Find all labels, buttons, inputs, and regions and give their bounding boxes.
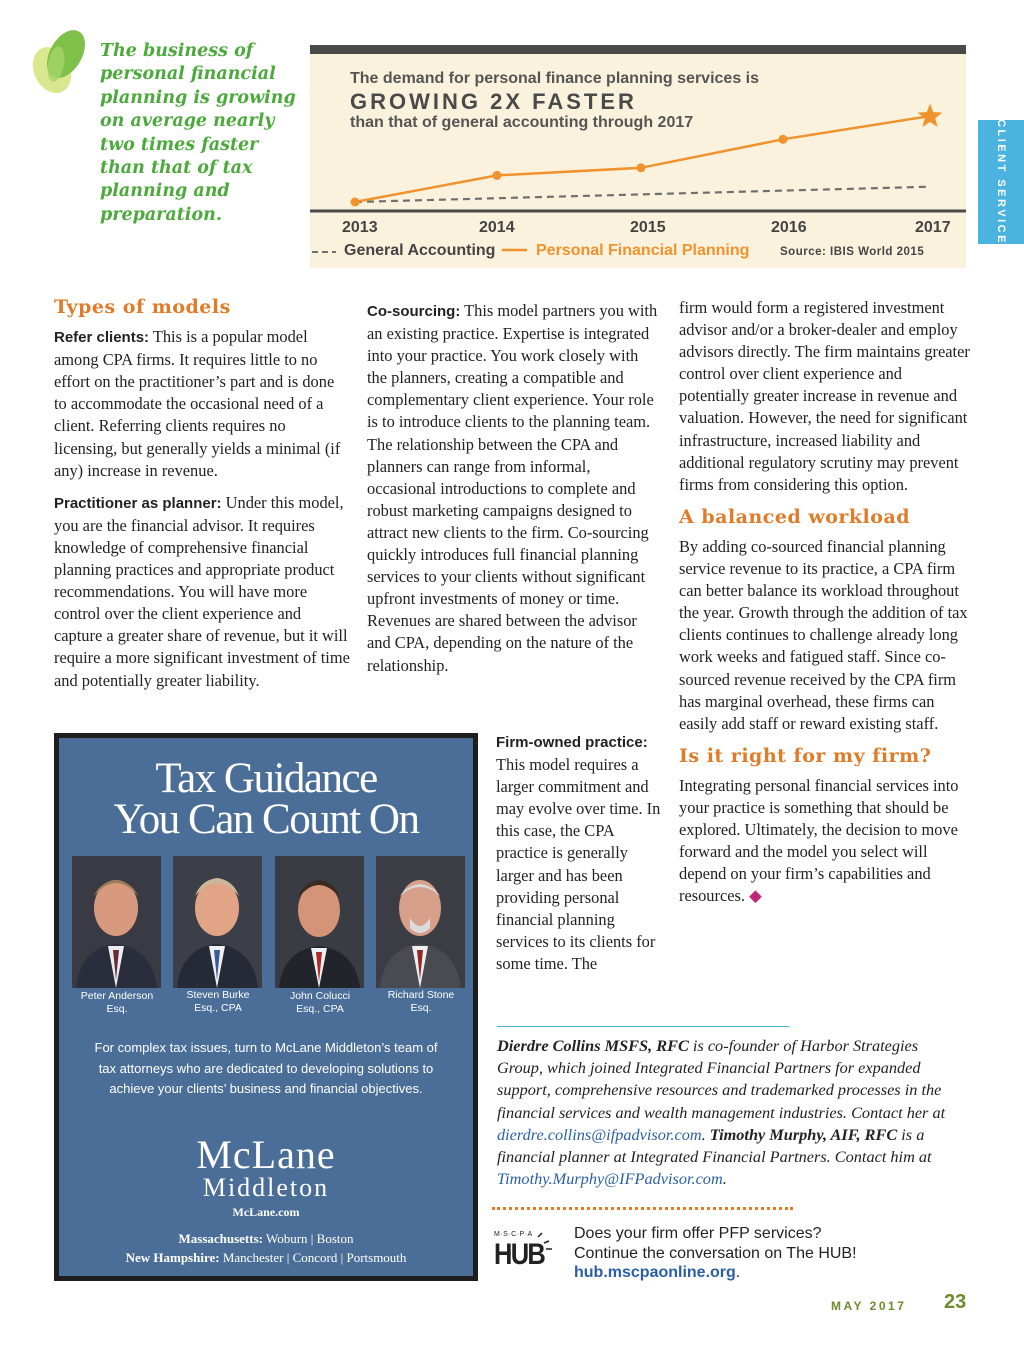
section-tab [978, 120, 1024, 244]
hub-logo-big: HUB [494, 1238, 545, 1271]
lead-practitioner: Practitioner as planner: [54, 494, 222, 512]
column-2-top [367, 300, 661, 687]
column-3 [679, 297, 973, 917]
attorney-title: Esq. [106, 1002, 128, 1015]
heading-balanced-workload: A balanced workload [679, 505, 911, 528]
section-tab-label: CLIENT SERVICE [995, 119, 1007, 245]
attorney-title: Esq., CPA [194, 1001, 242, 1014]
footer-issue-date: MAY 2017 [831, 1299, 907, 1313]
hub-promo-line3 [574, 1263, 857, 1283]
ad-locations-nh [59, 1250, 473, 1266]
x-tick-label: 2016 [771, 219, 807, 236]
text-practitioner: Under this model, you are the financial advisor. It requires knowledge of comprehensive financial planning practices and appropriate product recommendations. You will have more control over the client experience and capture a greater share of revenue, but it will require a more significant investment of time and potentially greater liability. [54, 492, 350, 690]
portrait-photo-icon [72, 856, 161, 988]
series-line-general-accounting [355, 187, 927, 202]
author-name-1: Dierdre Collins MSFS, RFC [497, 1036, 689, 1055]
author-email-link-1[interactable]: dierdre.collins@ifpadvisor.com [497, 1124, 702, 1144]
ad-locations-ma [59, 1231, 473, 1247]
text-refer-clients: This is a popular model among CPA firms. It requires little to no effort on the practitioner’s part and is done to accommodate the occasional need of a client. Referring clients requires no licensing, but generally yields a minimal (if any) increase in revenue. [54, 327, 341, 480]
portrait-photo-icon [275, 856, 364, 988]
chart-title-line1: The demand for personal finance planning services is [350, 70, 759, 87]
page-number: 23 [944, 1291, 967, 1313]
author-bio-text-2: is a financial planner at Integrated Financial Partners. Contact him at [497, 1124, 932, 1167]
chart-title-line3: than that of general accounting through 2017 [350, 114, 694, 131]
data-point [493, 171, 502, 180]
hub-logo-icon [494, 1231, 568, 1279]
x-tick-label: 2014 [479, 219, 515, 236]
hub-promo [574, 1224, 857, 1283]
hub-logo-small: M·S·C·P·A [494, 1231, 533, 1238]
ad-headline-line1: Tax Guidance [155, 755, 377, 802]
attorney-title: Esq., CPA [296, 1002, 344, 1015]
paragraph-firm-owned-cont: firm would form a registered investment advisor and/or a broker-dealer and employ advisors directly. The firm maintains greater control over client experience and potentially greater increase in revenue and valuation. However, the need for significant infrastructure, increased liability and additional regulatory scrutiny may prevent firms from considering this option. [679, 298, 970, 494]
data-point [351, 198, 360, 207]
x-tick-label: 2015 [630, 219, 666, 236]
heading-types-of-models: Types of models [54, 296, 231, 318]
bio-end: . [722, 1169, 727, 1189]
end-mark-icon: ◆ [749, 886, 762, 906]
ad-headline-line2: You Can Count On [113, 796, 419, 843]
hub-divider [492, 1207, 793, 1210]
nh-label: New Hampshire: [125, 1250, 220, 1265]
hub-promo-line2: Continue the conversation on The HUB! [574, 1244, 857, 1262]
x-tick-label: 2013 [342, 219, 378, 236]
text-cosourcing: This model partners you with an existing practice. Expertise is integrated into your practice. You work closely with the planners, creating a compatible and complementary client experience. Your role is to introduce clients to the planning team. The relationship between the CPA and planners can range from informal, occasional introductions to complete and robust marketing campaigns designed to attract new clients to the firm. Co-sourcing quickly introduces full financial planning services to your clients without significant upfront investments of money or time. Revenues are shared between the advisor and CPA, depending on the nature of the relationship. [367, 301, 658, 675]
portrait-photo-icon [173, 856, 262, 988]
hub-link[interactable]: hub.mscpaonline.org [574, 1264, 736, 1281]
paragraph-cosourcing [367, 300, 661, 677]
paragraph-firm-owned [496, 731, 661, 975]
mclane-advertisement [54, 733, 478, 1281]
lead-firm-owned: Firm-owned practice: [496, 734, 648, 751]
author-name-2: Timothy Murphy, AIF, RFC [709, 1124, 898, 1144]
hub-link-end: . [735, 1264, 741, 1281]
paragraph-practitioner [54, 492, 350, 692]
bio-divider [497, 1026, 789, 1027]
bio-separator: . [701, 1124, 710, 1144]
lead-cosourcing: Co-sourcing: [367, 303, 461, 320]
mclane-logo-bottom: Middleton [202, 1173, 330, 1202]
mclane-logo-top: McLane [196, 1132, 336, 1177]
hub-promo-line1: Does your firm offer PFP services? [574, 1225, 822, 1242]
data-point [637, 163, 646, 172]
attorney-name: Steven Burke [186, 989, 250, 1001]
author-bio-text-1: is co-founder of Harbor Strategies Group, which joined Integrated Financial Partners for expanded support, comprehensive resources and trademarked processes in the financial services and wealth management industries. Contact her at [497, 1036, 946, 1122]
attorney-caption [265, 990, 375, 1015]
attorney-name: Peter Anderson [80, 990, 154, 1002]
heading-right-for-firm: Is it right for my firm? [679, 744, 932, 767]
paragraph-refer-clients [54, 326, 350, 482]
data-point [779, 135, 788, 144]
legend-personal-financial-planning: Personal Financial Planning [536, 242, 750, 259]
column-1 [54, 296, 350, 702]
column-2-bottom [496, 731, 661, 985]
attorney-name: John Colucci [289, 990, 351, 1002]
chart-title-line2: GROWING 2X FASTER [350, 89, 637, 114]
author-bio [497, 1035, 957, 1190]
x-tick-label: 2017 [915, 219, 951, 236]
ad-body-text: For complex tax issues, turn to McLane Middleton’s team of tax attorneys who are dedicated to developing solutions to achieve your clients’ business and financial objectives. [94, 1040, 438, 1096]
legend-general-accounting: General Accounting [344, 242, 496, 259]
leaf-logo-icon [30, 24, 92, 96]
ma-label: Massachusetts: [178, 1231, 263, 1246]
paragraph-balanced-workload: By adding co-sourced financial planning service revenue to its practice, a CPA firm can better balance its workload throughout the year. Growth through the addition of tax clients continues to challenge already long work weeks and fatigued staff. Since co-sourced revenue received by the CPA firm has marginal overhead, these firms can easily add staff or reward existing staff. [679, 536, 968, 733]
author-email-link-2[interactable]: Timothy.Murphy@IFPadvisor.com [497, 1169, 723, 1189]
pull-quote: The business of personal financial planning is growing on average nearly two times faster than that of tax planning and preparation. [100, 41, 296, 225]
chart-source: Source: IBIS World 2015 [780, 246, 925, 258]
data-point-star-icon [918, 104, 943, 128]
portrait-photo-icon [376, 856, 465, 988]
nh-cities: Manchester | Concord | Portsmouth [219, 1250, 407, 1265]
attorney-title: Esq. [410, 1001, 432, 1014]
ma-cities: Woburn | Boston [262, 1231, 354, 1246]
attorney-name: Richard Stone [387, 989, 455, 1001]
text-firm-owned: This model requires a larger commitment and may evolve over time. In this case, the CPA practice is generally larger and has been providing personal financial planning services to its clients for some time. The [496, 755, 661, 973]
attorney-caption [366, 989, 476, 1014]
ad-website-link[interactable]: McLane.com [232, 1205, 300, 1219]
lead-refer-clients: Refer clients: [54, 329, 150, 347]
paragraph-right-for-firm [679, 775, 973, 908]
attorney-caption [163, 989, 273, 1014]
attorney-caption [62, 990, 172, 1015]
text-right-for-firm: Integrating personal financial services into your practice is something that should be explored. Ultimately, the decision to move forward and the model you select will depend on your firm’s capabilities and resources. [679, 775, 959, 906]
growth-chart [310, 45, 966, 268]
